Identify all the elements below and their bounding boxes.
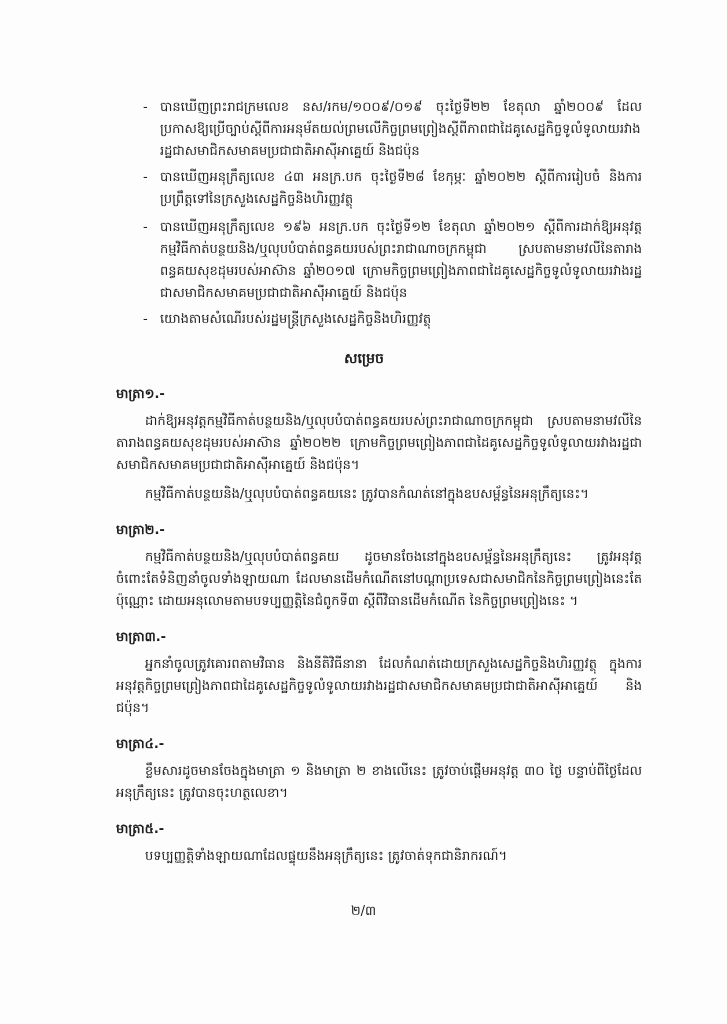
- preamble-text: បានឃើញអនុក្រឹត្យលេខ ១៩៦ អនក្រ.បក ចុះថ្ងៃទី១២ ខែតុលា ឆ្នាំ២០២១ ស្តីពីការដាក់ឱ្យអនុវត្តកម្មវិធីកាត់បន្ថយនិង/ឬលុបបំបាត់ពន្ធគយរបស់ព្រះរាជាណាចក្រកម្ពុជា ស្របតាមនាមវលីនៃតារាងពន្ធគយសុខដុមរបស់អាស៊ាន ឆ្នាំ២០១៧ ក្រោមកិច្ចព្រមព្រៀងភាពជាដៃគូសេដ្ឋកិច្ចទូលំទូលាយរវាងរដ្ឋជាសមាជិកសមាគមប្រជាជាតិអាស៊ីអាគ្នេយ៍ និងជប៉ុន: [160, 220, 642, 301]
- preamble-item: [143, 97, 642, 163]
- bullet-dash: -: [143, 312, 148, 327]
- article-paragraph: ខ្លឹមសារដូចមានចែងក្នុងមាត្រា ១ និងមាត្រា ២ ខាងលើនេះ ត្រូវចាប់ផ្តើមអនុវត្ត ៣០ ថ្ងៃ បន្ទាប់ពីថ្ងៃដែលអនុក្រឹត្យនេះ ត្រូវបានចុះហត្ថលេខា។: [116, 764, 642, 801]
- preamble-item: [143, 217, 642, 305]
- preamble-text: យោងតាមសំណើរបស់រដ្ឋមន្ត្រីក្រសួងសេដ្ឋកិច្ចនិងហិរញ្ញវត្ថុ: [160, 312, 432, 327]
- article-1: [116, 384, 642, 506]
- article-paragraph: បទប្បញ្ញត្តិទាំងឡាយណាដែលផ្ទុយនឹងអនុក្រឹត្យនេះ ត្រូវចាត់ទុកជានិរាករណ៍។: [145, 849, 508, 864]
- article-paragraph: កម្មវិធីកាត់បន្ថយនិង/ឬលុបបំបាត់ពន្ធគយនេះ ត្រូវបានកំណត់នៅក្នុងឧបសម្ព័ន្ធនៃអនុក្រឹត្យនេះ។: [145, 487, 589, 502]
- document-body: [116, 97, 642, 875]
- article-title: មាត្រា៣.-: [116, 630, 167, 645]
- article-title: មាត្រា៥.-: [116, 822, 165, 837]
- preamble-item: [143, 167, 642, 211]
- bullet-dash: -: [143, 220, 148, 235]
- article-paragraph: អ្នកនាំចូលត្រូវគោរពតាមវិធាន និងនីតិវិធីនានា ដែលកំណត់ដោយក្រសួងសេដ្ឋកិច្ចនិងហិរញ្ញវត្ថុ ក្នុងការអនុវត្តកិច្ចព្រមព្រៀងភាពជាដៃគូសេដ្ឋកិច្ចទូលំទូលាយរវាងរដ្ឋជាសមាជិកសមាគមប្រជាជាតិអាស៊ីអាគ្នេយ៍ និងជប៉ុន។: [116, 657, 642, 716]
- article-title: មាត្រា៤.-: [116, 737, 165, 752]
- preamble-list: [116, 97, 642, 331]
- bullet-dash: -: [143, 100, 148, 115]
- article-paragraph: កម្មវិធីកាត់បន្ថយនិង/ឬលុបបំបាត់ពន្ធគយ ដូចមានចែងនៅក្នុងឧបសម្ព័ន្ធនៃអនុក្រឹត្យនេះ ត្រូវអនុវត្តចំពោះតែទំនិញនាំចូលទាំងឡាយណា ដែលមានដើមកំណើតនៅបណ្តាប្រទេសជាសមាជិកនៃកិច្ចព្រមព្រៀងនេះតែប៉ុណ្ណោះ ដោយអនុលោមតាមបទប្បញ្ញត្តិនៃជំពូកទី៣ ស្តីពីវិធានដើមកំណើត នៃកិច្ចព្រមព្រៀងនេះ ។: [116, 550, 642, 609]
- article-title: មាត្រា១.-: [116, 387, 165, 402]
- article-title: មាត្រា២.-: [116, 523, 165, 538]
- bullet-dash: -: [143, 170, 148, 185]
- page-number: ២/៣: [350, 904, 377, 919]
- article-paragraph: ដាក់ឱ្យអនុវត្តកម្មវិធីកាត់បន្ថយនិង/ឬលុបបំបាត់ពន្ធគយរបស់ព្រះរាជាណាចក្រកម្ពុជា ស្របតាមនាមវលីនៃតារាងពន្ធគយសុខដុមរបស់អាស៊ាន ឆ្នាំ២០២២ ក្រោមកិច្ចព្រមព្រៀងភាពជាដៃគូសេដ្ឋកិច្ចទូលំទូលាយរវាងរដ្ឋជាសមាជិកសមាគមប្រជាជាតិអាស៊ីអាគ្នេយ៍ និងជប៉ុន។: [116, 414, 642, 473]
- article-5: [116, 819, 642, 868]
- article-2: [116, 520, 642, 613]
- decision-heading: សម្រេច: [344, 351, 384, 367]
- article-4: [116, 734, 642, 805]
- preamble-text: បានឃើញព្រះរាជក្រមលេខ នស/រកម/១០០៩/០១៩ ចុះថ្ងៃទី២២ ខែតុលា ឆ្នាំ២០០៩ ដែលប្រកាសឱ្យប្រើច្បាប់ស្តីពីការអនុម័តយល់ព្រមលើកិច្ចព្រមព្រៀងស្តីពីភាពជាដៃគូសេដ្ឋកិច្ចទូលំទូលាយរវាងរដ្ឋជាសមាជិកសមាគមប្រជាជាតិអាស៊ីអាគ្នេយ៍ និងជប៉ុន: [160, 100, 642, 159]
- preamble-text: បានឃើញអនុក្រឹត្យលេខ ៤៣ អនក្រ.បក ចុះថ្ងៃទី២៨ ខែកុម្ភៈ ឆ្នាំ២០២២ ស្តីពីការរៀបចំ និងការប្រព្រឹត្តទៅនៃក្រសួងសេដ្ឋកិច្ចនិងហិរញ្ញវត្ថុ: [160, 170, 642, 207]
- preamble-item: [143, 309, 642, 331]
- article-3: [116, 627, 642, 720]
